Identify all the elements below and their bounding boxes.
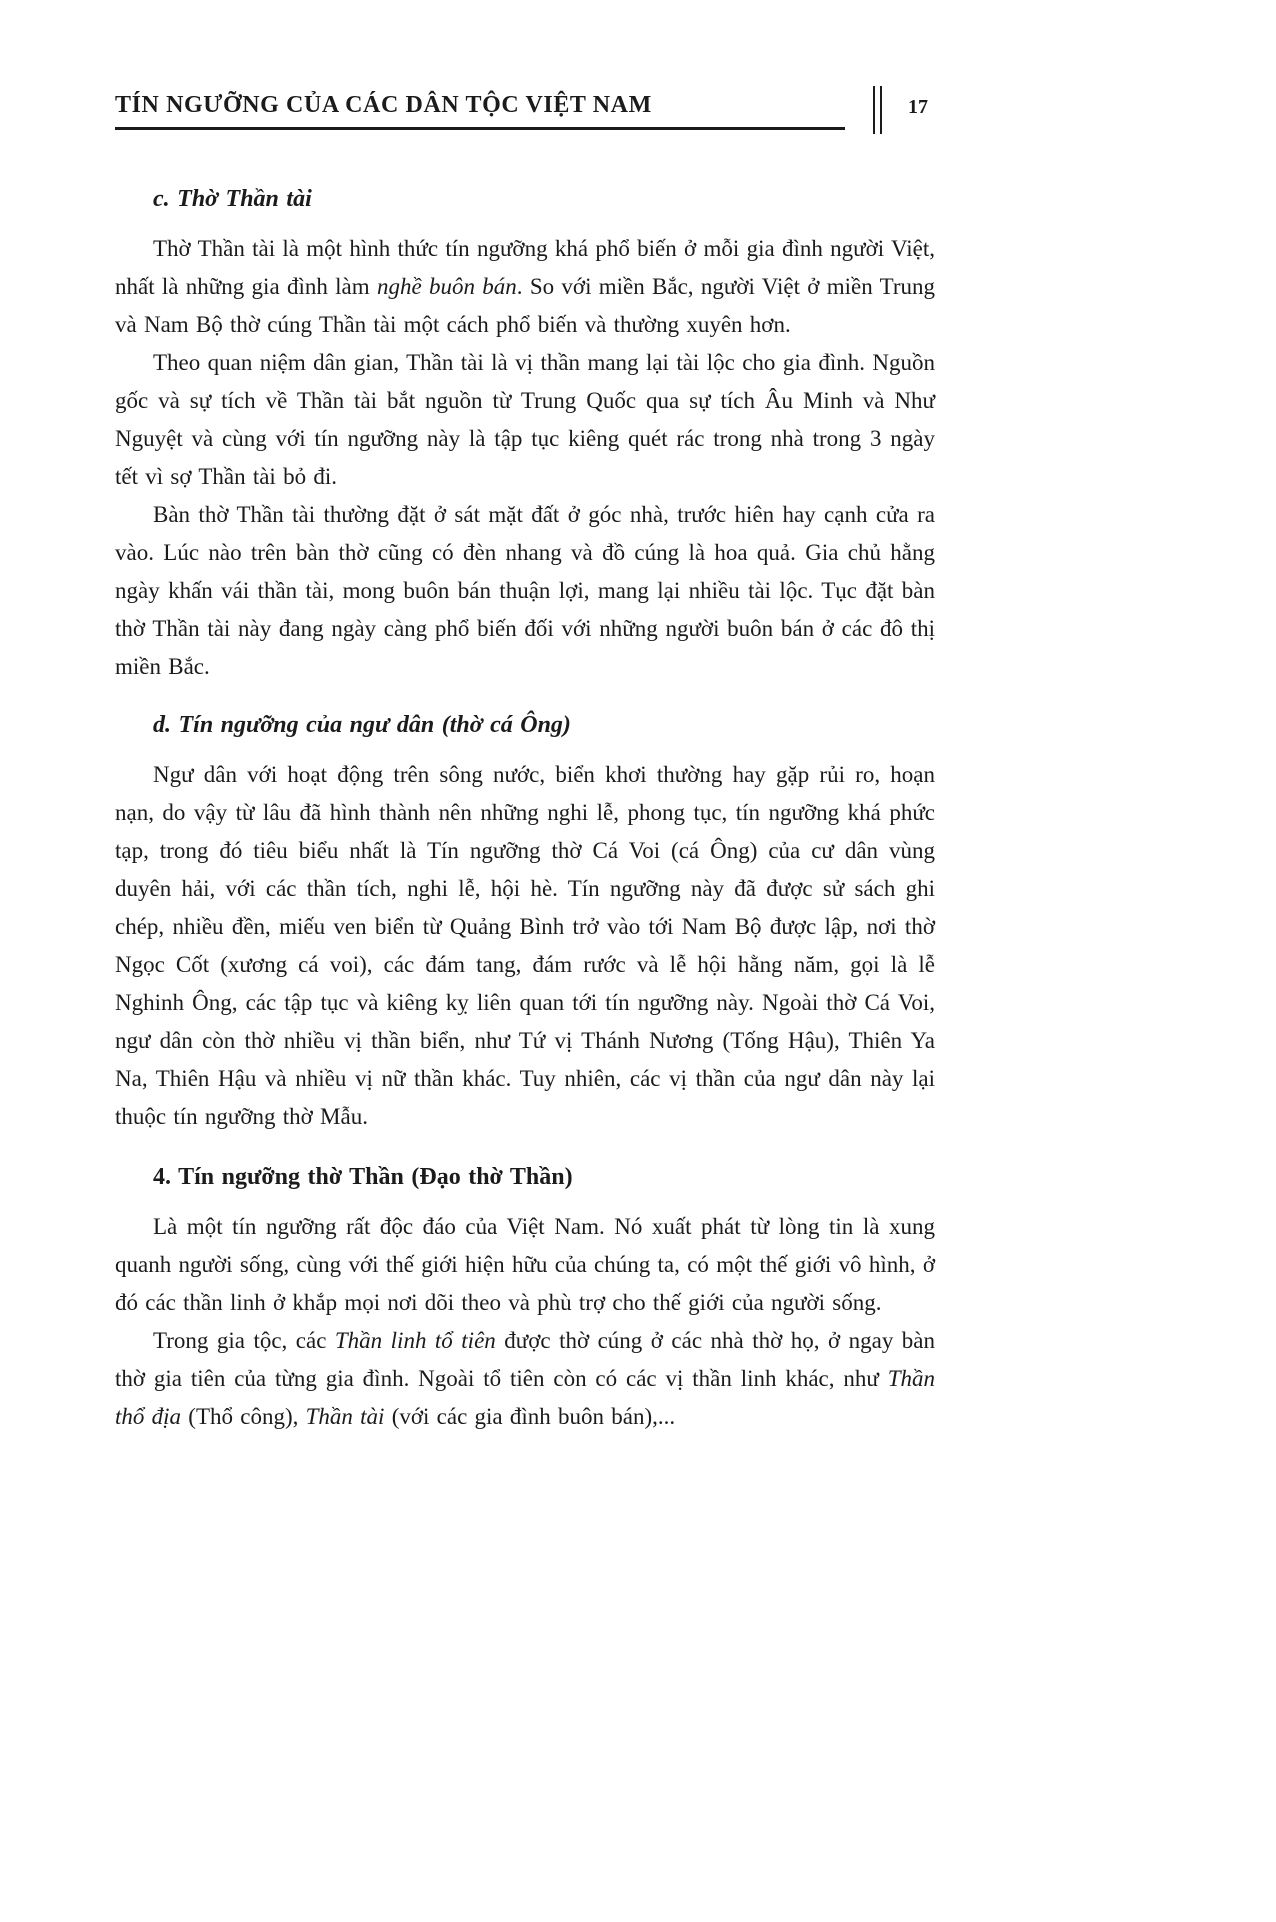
paragraph — [115, 496, 935, 686]
text-run-italic: Thần linh tổ tiên — [334, 1328, 496, 1353]
running-head-title: TÍN NGƯỠNG CỦA CÁC DÂN TỘC VIỆT NAM — [115, 92, 652, 118]
paragraph — [115, 1208, 935, 1322]
text-run: (với các gia đình buôn bán),... — [384, 1404, 676, 1429]
page-body — [115, 180, 935, 1436]
text-run: (Thổ công), — [181, 1404, 306, 1429]
running-head-rule — [115, 92, 845, 130]
text-run: Là một tín ngưỡng rất độc đáo của Việt Nam. Nó xuất phát từ lòng tin là xung quanh người sống, cùng với thế giới hiện hữu của chúng ta, có một thế giới vô hình, ở đó các thần linh ở khắp mọi nơi dõi theo và phù trợ cho thế giới của người sống. — [115, 1214, 935, 1315]
header-double-bar — [873, 86, 882, 134]
text-run: 4. Tín ngưỡng thờ Thần (Đạo thờ Thần) — [153, 1164, 573, 1190]
text-run-italic: Thần thổ địa — [115, 1366, 935, 1429]
text-run: Trong gia tộc, các — [153, 1328, 335, 1353]
text-run-italic: Thần tài — [305, 1404, 385, 1429]
text-run: c. Thờ Thần tài — [153, 186, 312, 212]
page-header — [115, 92, 935, 134]
text-run: Ngư dân với hoạt động trên sông nước, biển khơi thường hay gặp rủi ro, hoạn nạn, do vậy từ lâu đã hình thành nên những nghi lễ, phong tục, tín ngưỡng khá phức tạp, trong đó tiêu biểu nhất là Tín ngưỡng thờ Cá Voi (cá Ông) của cư dân vùng duyên hải, với các thần tích, nghi lễ, hội hè. Tín ngưỡng này đã được sử sách ghi chép, nhiều đền, miếu ven biển từ Quảng Bình trở vào tới Nam Bộ được lập, nơi thờ Ngọc Cốt (xương cá voi), các đám tang, đám rước và lễ hội hằng năm, gọi là lễ Nghinh Ông, các tập tục và kiêng kỵ liên quan tới tín ngưỡng này. Ngoài thờ Cá Voi, ngư dân còn thờ nhiều vị thần biển, như Tứ vị Thánh Nương (Tống Hậu), Thiên Ya Na, Thiên Hậu và nhiều vị nữ thần khác. Tuy nhiên, các vị thần của ngư dân này lại thuộc tín ngưỡng thờ Mẫu. — [115, 762, 935, 1129]
text-run: được thờ cúng ở các nhà thờ họ, ở ngay bàn thờ gia tiên của từng gia đình. Ngoài tổ tiên còn có các vị thần linh khác, như — [115, 1328, 936, 1391]
section-heading-4 — [115, 1158, 935, 1196]
paragraph — [115, 344, 935, 496]
text-run: d. Tín ngưỡng của ngư dân (thờ cá Ông) — [153, 712, 571, 738]
text-run-italic: nghề buôn bán — [376, 274, 517, 299]
section-heading-d — [115, 706, 935, 744]
text-run: Thờ Thần tài là một hình thức tín ngưỡng khá phổ biến ở mỗi gia đình người Việt, nhất là những gia đình làm — [115, 236, 935, 299]
paragraph — [115, 756, 935, 1136]
paragraph — [115, 1322, 935, 1436]
section-heading-c — [115, 180, 935, 218]
text-run: Theo quan niệm dân gian, Thần tài là vị thần mang lại tài lộc cho gia đình. Nguồn gốc và sự tích về Thần tài bắt nguồn từ Trung Quốc qua sự tích Âu Minh và Như Nguyệt và cùng với tín ngưỡng này là tập tục kiêng quét rác trong nhà trong 3 ngày tết vì sợ Thần tài bỏ đi. — [115, 350, 935, 489]
paragraph — [115, 230, 935, 344]
text-run: . So với miền Bắc, người Việt ở miền Trung và Nam Bộ thờ cúng Thần tài một cách phổ biến và thường xuyên hơn. — [115, 274, 936, 337]
text-run: Bàn thờ Thần tài thường đặt ở sát mặt đất ở góc nhà, trước hiên hay cạnh cửa ra vào. Lúc nào trên bàn thờ cũng có đèn nhang và đồ cúng là hoa quả. Gia chủ hằng ngày khấn vái thần tài, mong buôn bán thuận lợi, mang lại nhiều tài lộc. Tục đặt bàn thờ Thần tài này đang ngày càng phổ biến đối với những người buôn bán ở các đô thị miền Bắc. — [115, 502, 935, 679]
page-number: 17 — [908, 96, 928, 118]
